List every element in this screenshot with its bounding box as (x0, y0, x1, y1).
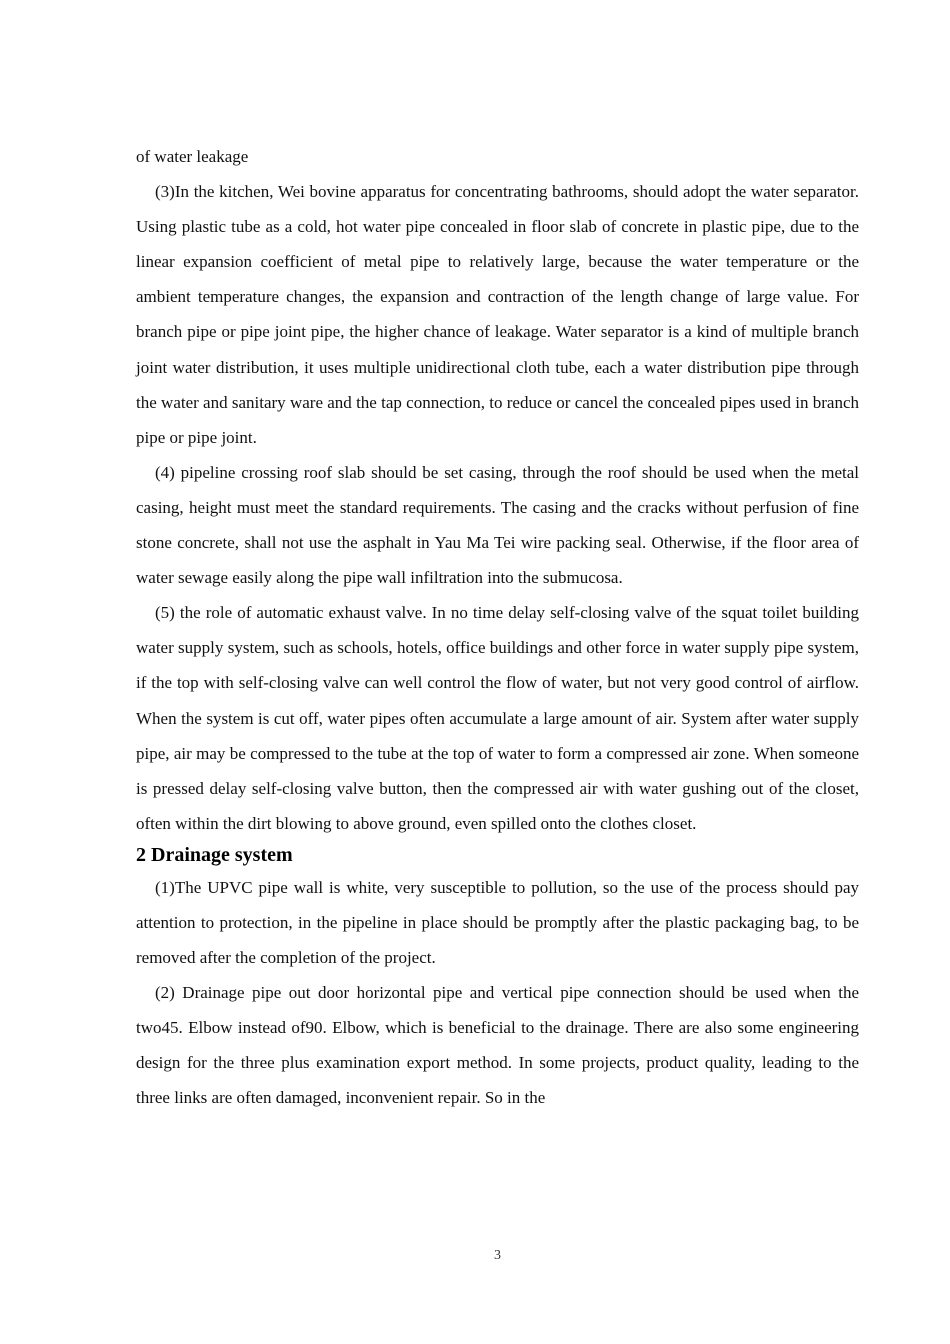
paragraph-drainage-2: (2) Drainage pipe out door horizontal pipe and vertical pipe connection should be used when the two45. Elbow instead of90. Elbow, which is beneficial to the drainage. There are also some engineering design for the three plus examination export method. In some projects, product quality, leading to the three links are often damaged, inconvenient repair. So in the (136, 983, 859, 1108)
section-heading: 2 Drainage system (136, 843, 293, 866)
paragraph-continuation: of water leakage (136, 147, 249, 166)
paragraph-item-4: (4) pipeline crossing roof slab should be set casing, through the roof should be used when the metal casing, height must meet the standard requirements. The casing and the cracks without perfusion of fine stone concrete, shall not use the asphalt in Yau Ma Tei wire packing seal. Otherwise, if the floor area of water sewage easily along the pipe wall infiltration into the submucosa. (136, 462, 859, 588)
document-body (136, 139, 859, 1116)
paragraph-drainage-1: (1)The UPVC pipe wall is white, very susceptible to pollution, so the use of the process should pay attention to protection, in the pipeline in place should be promptly after the plastic packaging bag, to be removed after the completion of the project. (136, 877, 859, 968)
paragraph-item-5: (5) the role of automatic exhaust valve. In no time delay self-closing valve of the squat toilet building water supply system, such as schools, hotels, office buildings and other force in water supply pipe system, if the top with self-closing valve can well control the flow of water, but not very good control of airflow. When the system is cut off, water pipes often accumulate a large amount of air. System after water supply pipe, air may be compressed to the tube at the top of water to form a compressed air zone. When someone is pressed delay self-closing valve button, then the compressed air with water gushing out of the closet, often within the dirt blowing to above ground, even spilled onto the clothes closet. (136, 603, 859, 833)
paragraph-item-3: (3)In the kitchen, Wei bovine apparatus for concentrating bathrooms, should adopt the water separator. Using plastic tube as a cold, hot water pipe concealed in floor slab of concrete in plastic pipe, due to the linear expansion coefficient of metal pipe to relatively large, because the water temperature or the ambient temperature changes, the expansion and contraction of the length change of large value. For branch pipe or pipe joint pipe, the higher chance of leakage. Water separator is a kind of multiple branch joint water distribution, it uses multiple unidirectional cloth tube, each a water distribution pipe through the water and sanitary ware and the tap connection, to reduce or cancel the concealed pipes used in branch pipe or pipe joint. (136, 182, 859, 447)
page-number: 3 (494, 1248, 501, 1263)
